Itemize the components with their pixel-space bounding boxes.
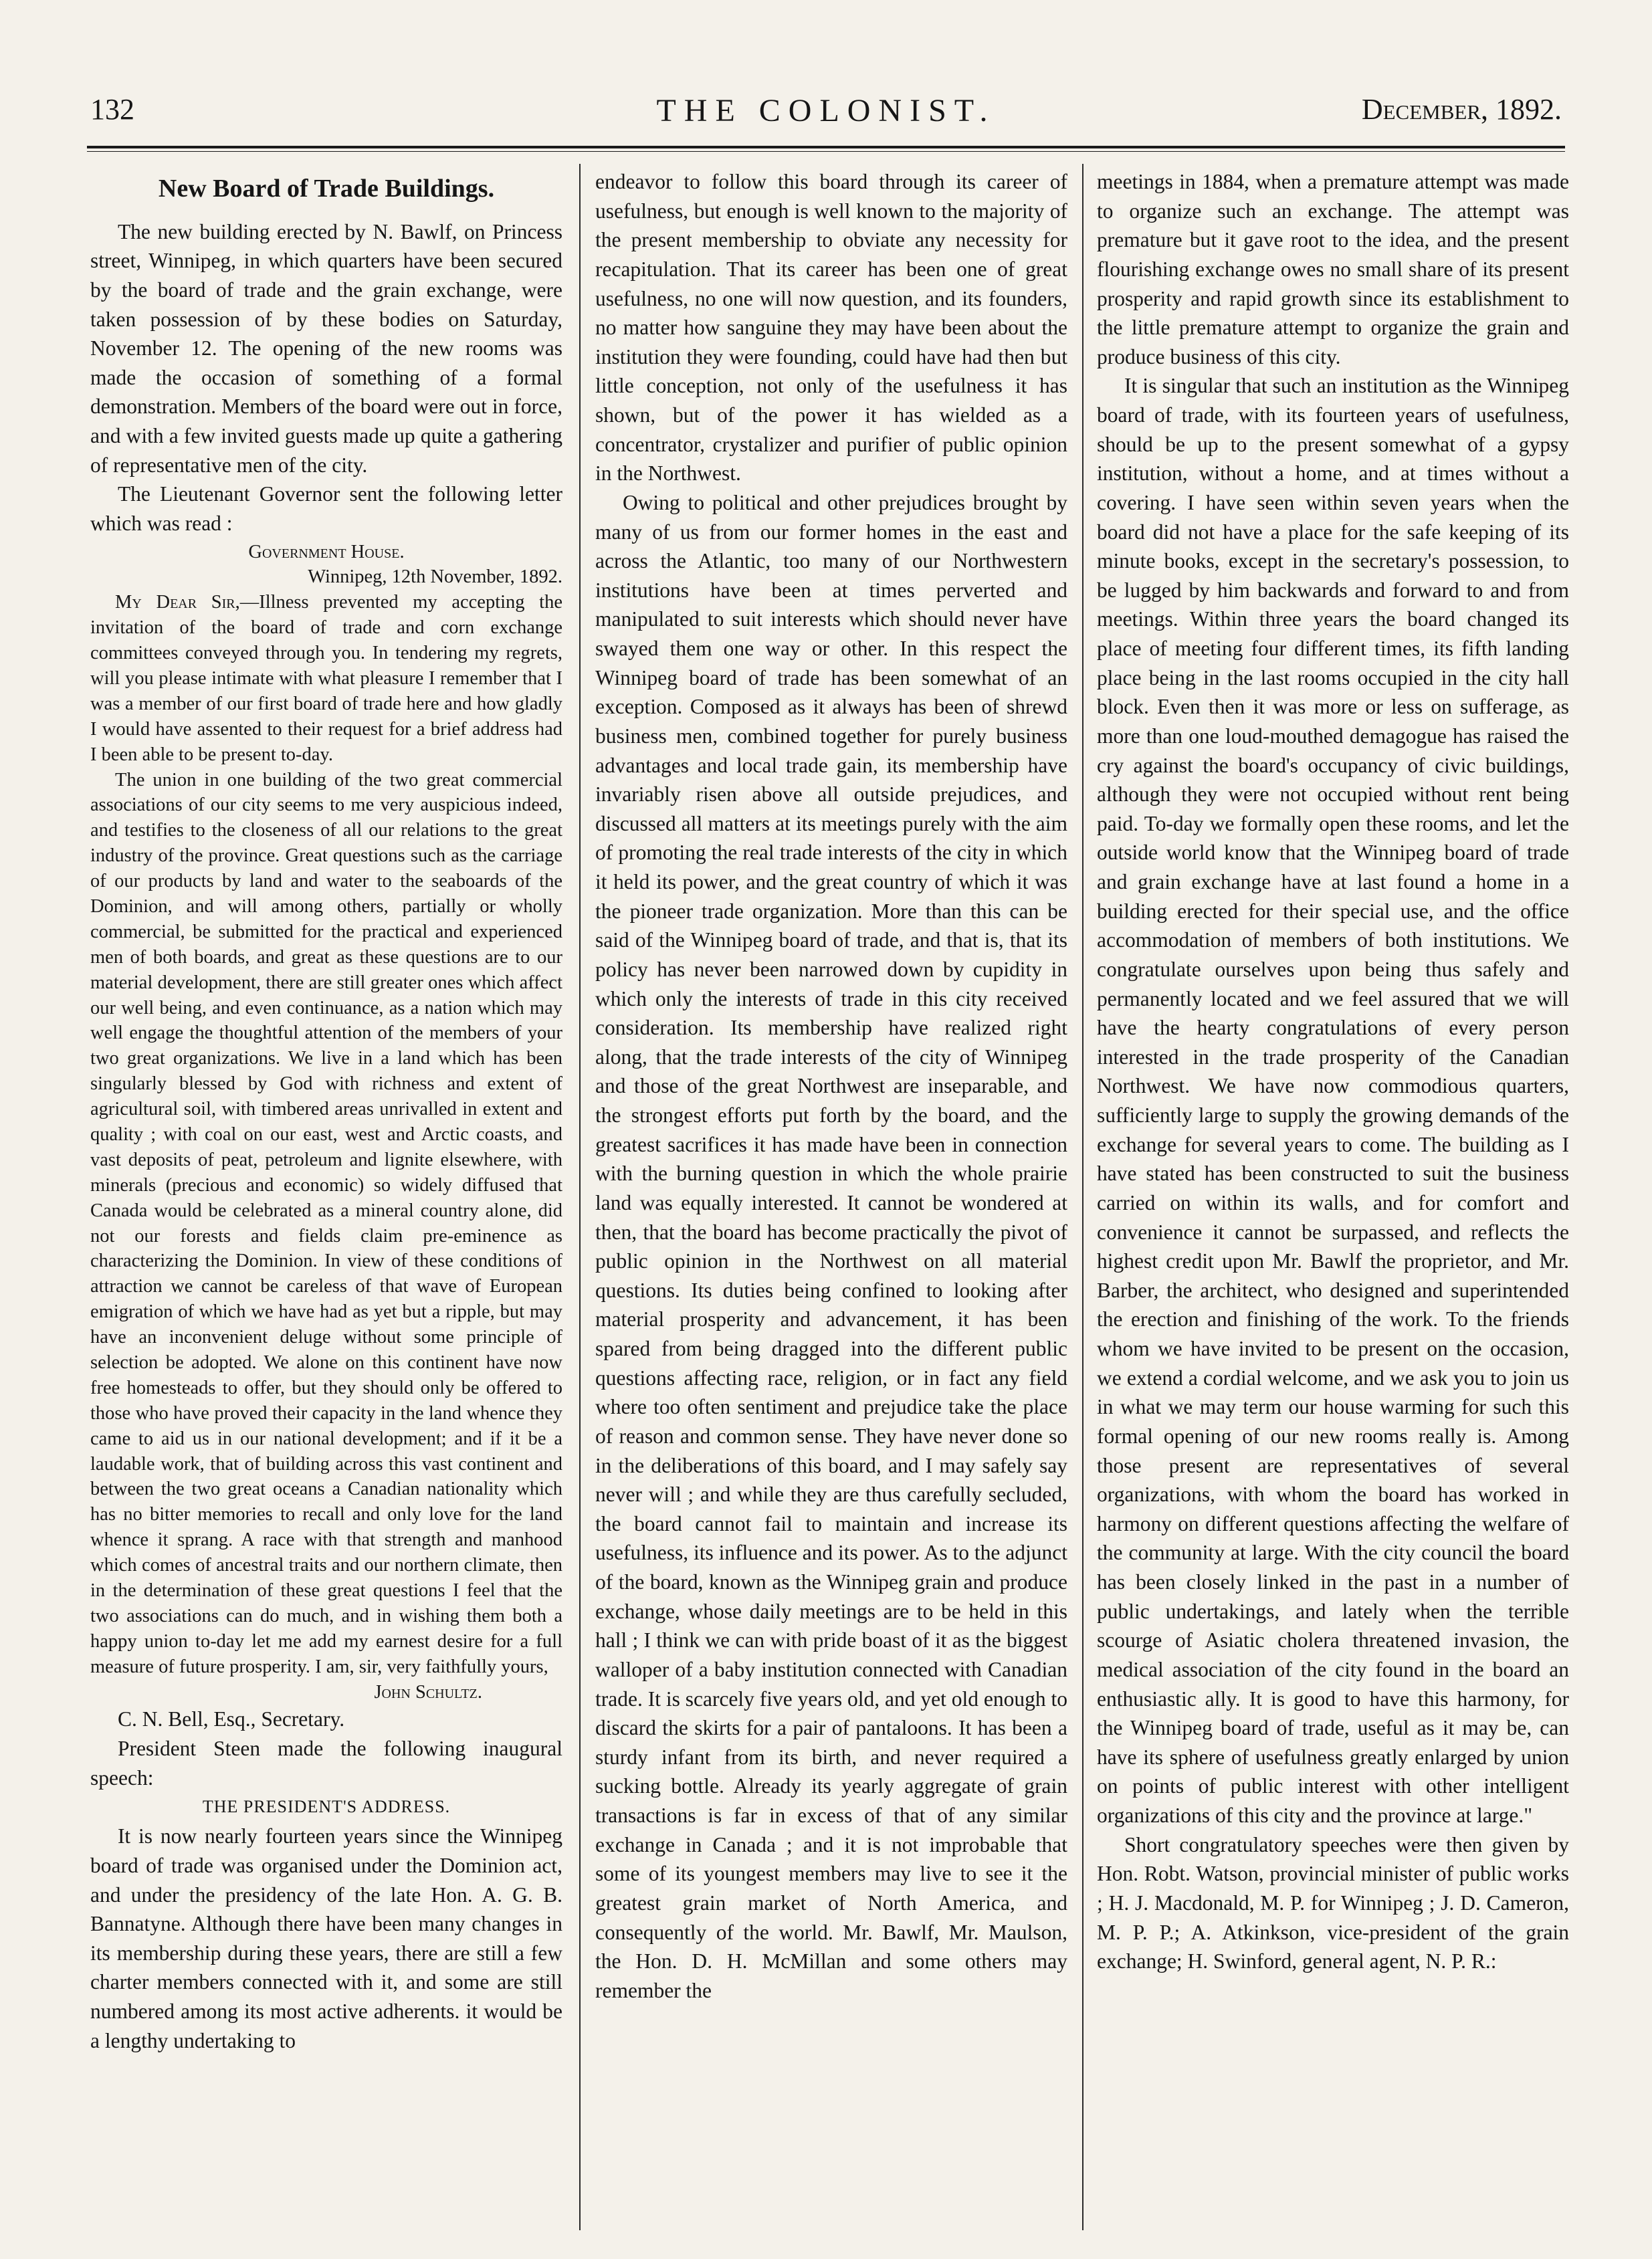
publication-title: THE COLONIST.	[656, 93, 996, 128]
letter-place-date: Winnipeg, 12th November, 1892.	[308, 566, 562, 588]
column-1	[90, 167, 562, 2234]
letter-recipient: C. N. Bell, Esq., Secretary.	[117, 1707, 345, 1731]
header-rule	[87, 146, 1565, 152]
paragraph: It is singular that such an institution as the Winnipeg board of trade, with its fourteen years of usefulness, should be up to the present somewhat of a gypsy institution, without a home, and at times without a covering. I have seen within seven years when the board did not have a place for the safe keeping of its minute books, except in the secretary's possession, to be lugged by him backwards and forward to and from meetings. Within three years the board changed its place of meeting four different times, its fifth landing place being in the last rooms occupied in the city hall block. Even then it was more or less on sufferage, as more than one loud-mouthed demagogue has raised the cry against the board's occupancy of civic buildings, although they were not occupied without rent being paid. To-day we formally open these rooms, and let the outside world know that the Winnipeg board of trade and grain exchange have at last found a home in a building erected for their special use, and the office accommodation of members of both institutions. We congratulate ourselves upon being thus safely and permanently located and we feel assured that we will have the hearty congratulations of every person interested in the trade prosperity of the Canadian Northwest. We have now commodious quarters, sufficiently large to supply the growing demands of the exchange for several years to come. The building as I have stated has been constructed to suit the business carried on within its walls, and for comfort and convenience it cannot be surpassed, and reflects the highest credit upon Mr. Bawlf the proprietor, and Mr. Barber, the architect, who designed and superintended the erection and finishing of the work. To the friends whom we have invited to be present on the occasion, we extend a cordial welcome, and we ask you to join us in what we may term our house warming for such this formal opening of our new rooms really is. Among those present are representatives of several organizations, with whom the board has worked in harmony on different questions affecting the welfare of the community at large. With the city council the board has been closely linked in the past in a number of public undertakings, and lately when the terrible scourge of Asiatic cholera threatened invasion, the medical association of the city found in the board an enthusiastic ally. It is good to have this harmony, for the Winnipeg board of trade, useful as it may be, can have its sphere of usefulness greatly enlarged by union on points of public interest with other intelligent organizations of this city and the province at large."	[1097, 374, 1569, 1827]
paragraph: endeavor to follow this board through its career of usefulness, but enough is well known to the majority of the present membership to obviate any necessity for recapitulation. That its career has been one of great usefulness, no one will now question, and its founders, no matter how sanguine they may have been about the institution they were founding, could have had then but little conception, not only of the usefulness it has shown, but of the power it has wielded as a concentrator, crystalizer and purifier of public opinion in the Northwest.	[595, 170, 1067, 486]
paragraph: The Lieutenant Governor sent the following letter which was read :	[90, 482, 562, 535]
section-subhead: THE PRESIDENT'S ADDRESS.	[202, 1797, 451, 1817]
letter-heading: Government House.	[248, 541, 405, 562]
paragraph: It is now nearly fourteen years since the Winnipeg board of trade was organised under the Dominion act, and under the presidency of the late Hon. A. G. B. Bannatyne. Although there have been many changes in its membership during these years, there are still a few charter members connected with it, and some are still numbered among its most active adherents. it would be a lengthy undertaking to	[90, 1824, 562, 2052]
column-divider	[1082, 164, 1083, 2230]
column-2	[595, 167, 1067, 2234]
paragraph: Short congratulatory speeches were then given by Hon. Robt. Watson, provincial minister of public works ; H. J. Macdonald, M. P. for Winnipeg ; J. D. Cameron, M. P. P.; A. Atkinkson, vice-president of the grain exchange; H. Swinford, general agent, N. P. R.:	[1097, 1832, 1569, 1973]
page-header	[90, 92, 1562, 139]
letter-paragraph: The union in one building of the two great commercial associations of our city seems to me very auspicious indeed, and testifies to the closeness of all our relations to the great industry of the province. Great questions such as the carriage of our products by land and water to the seaboards of the Dominion, and will among others, partially or wholly commercial, be submitted for the practical and experienced men of both boards, and great as these questions are to our material development, there are still greater ones which affect our well being, and even continuance, as a nation which may well engage the thoughtful attention of the members of your two great organizations. We live in a land which has been singularly blessed by God with richness and extent of agricultural soil, with timbered areas unrivalled in extent and quality ; with coal on our east, west and Arctic coasts, and vast deposits of peat, petroleum and lignite elsewhere, with minerals (precious and economic) so widely diffused that Canada would be celebrated as a mineral country alone, did not our forests and fields claim pre-eminence as characterizing the Dominion. In view of these conditions of attraction we cannot be careless of that wave of European emigration of which we have had as yet but a ripple, but may have an inconvenient deluge without some principle of selection be adopted. We alone on this continent have now free homesteads to offer, but they should only be offered to those who have proved their capacity in the land whence they came to aid us in our national development; and if it be a laudable work, that of building across this vast continent and between the two great oceans a Canadian nationality which has no bitter memories to recall and only love for the land whence it sprang. A race with that strength and manhood which comes of ancestral traits and our northern climate, then in the determination of these great questions I feel that the two associations can do much, and in wishing them both a happy union to-day let me add my earnest desire for a full measure of future prosperity. I am, sir, very faithfully yours,	[90, 769, 562, 1677]
letter-signature: John Schultz.	[374, 1681, 482, 1703]
paragraph: meetings in 1884, when a premature attempt was made to organize such an exchange. The attempt was premature but it gave root to the idea, and the present flourishing exchange owes no small share of its present prosperity and rapid growth since its establishment to the little premature attempt to organize the grain and produce business of this city.	[1097, 170, 1569, 368]
column-divider	[579, 164, 581, 2230]
article-title: New Board of Trade Buildings.	[158, 175, 495, 203]
letter-salutation: My Dear Sir,	[115, 592, 240, 613]
page-number: 132	[90, 93, 134, 126]
issue-date: December, 1892.	[1361, 93, 1562, 126]
paragraph: President Steen made the following inaugural speech:	[90, 1737, 562, 1790]
column-3	[1097, 167, 1569, 2234]
paragraph: Owing to political and other prejudices brought by many of us from our former homes in the east and across the Atlantic, too many of our Northwestern institutions have been at times perverted and manipulated to suit interests which should never have swayed them one way or other. In this respect the Winnipeg board of trade has been somewhat of an exception. Composed as it always has been of shrewd business men, combined together for purely business advantages and local trade gain, its membership have invariably risen above all outside prejudices, and discussed all matters at its meetings purely with the aim of promoting the real trade interests of the city in which it held its power, and the great country of which it was the pioneer trade organization. More than this can be said of the Winnipeg board of trade, and that is, that its policy has never been narrowed down by cupidity in which only the interests of trade in this city received consideration. Its membership have realized right along, that the trade interests of the city of Winnipeg and those of the great Northwest are inseparable, and the strongest efforts put forth by the board, and the greatest sacrifices it has made have been in connection with the burning question in which the whole prairie land was equally interested. It cannot be wondered at then, that the board has become practically the pivot of public opinion in the Northwest on all material questions. Its duties being confined to looking after material prosperity and advancement, it has been spared from being dragged into the different public questions affecting race, religion, or in fact any field where too often sentiment and prejudice take the place of reason and common sense. They have never done so in the deliberations of this board, and I may safely say never will ; and while they are thus carefully secluded, the board cannot fail to maintain and increase its usefulness, its influence and its power. As to the adjunct of the board, known as the Winnipeg grain and produce exchange, whose daily meetings are to be held in this hall ; I think we can with pride boast of it as the biggest walloper of a baby institution connected with Canadian trade. It is scarcely five years old, and yet old enough to discard the skirts for a pair of pantaloons. It has been a sturdy infant from its birth, and never required a sucking bottle. Already its yearly aggregate of grain transactions is far in excess of that of any similar exchange in Canada ; and it is not improbable that some of its youngest members may live to see it the greatest grain market of North America, and consequently of the world. Mr. Bawlf, Mr. Maulson, the Hon. D. H. McMillan and some others may remember the	[595, 490, 1067, 2002]
letter-text: —Illness prevented my accepting the invitation of the board of trade and corn exchange committees conveyed through you. In tendering my regrets, will you please intimate with what pleasure I remember that I was a member of our first board of trade here and how gladly I would have assented to their request for a brief address had I been able to be present to-day.	[90, 592, 562, 765]
paragraph: The new building erected by N. Bawlf, on Princess street, Winnipeg, in which quarters have been secured by the board of trade and the grain exchange, were taken possession of by these bodies on Saturday, November 12. The opening of the new rooms was made the occasion of something of a formal demonstration. Members of the board were out in force, and with a few invited guests made up quite a gathering of representative men of the city.	[90, 219, 562, 477]
letter-paragraph	[90, 590, 562, 767]
